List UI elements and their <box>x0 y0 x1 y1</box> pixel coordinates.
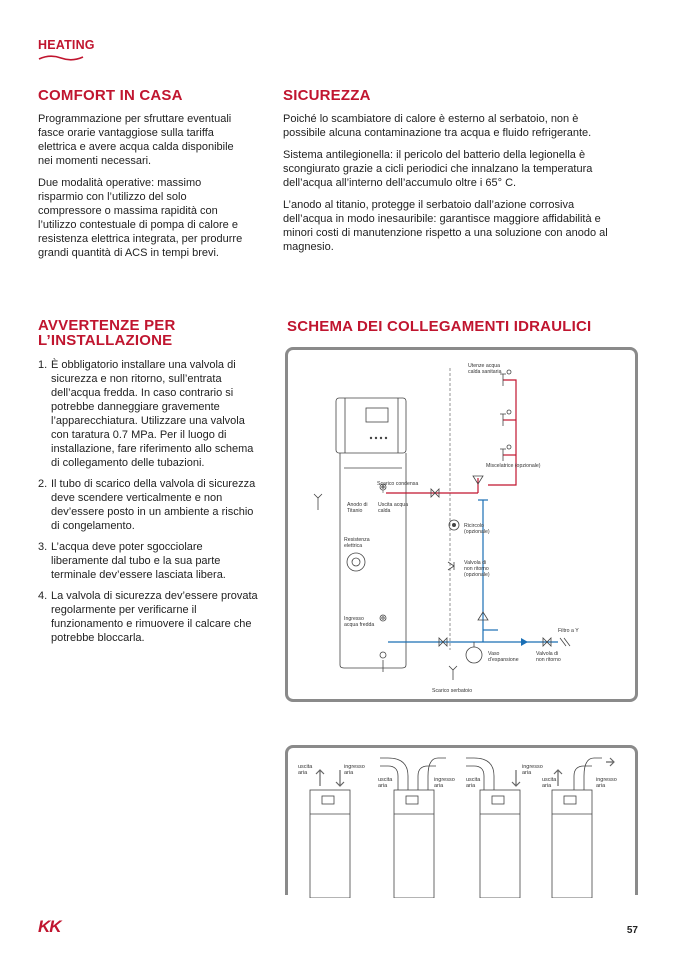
label-uscita-aria: aria <box>542 783 552 789</box>
label-uscita-aria: uscita <box>378 777 393 783</box>
label-ingresso-fredda: acqua fredda <box>344 622 375 628</box>
unit-config-1 <box>310 790 350 898</box>
label-valvola-non-ritorno: non ritorno <box>464 566 489 572</box>
label-ingresso-aria: ingresso <box>522 764 543 770</box>
label-ingresso-aria: ingresso <box>596 777 617 783</box>
airflow-diagram <box>288 748 635 898</box>
avvertenze-title <box>38 318 176 348</box>
expansion-vessel-icon <box>466 647 482 663</box>
unit-top <box>336 398 406 453</box>
air-in-arrow-icon <box>512 770 520 786</box>
label-ingresso-aria: aria <box>434 783 444 789</box>
label-uscita-aria: aria <box>466 783 476 789</box>
label-filtro: Filtro a Y <box>558 628 579 634</box>
list-number: 1. <box>38 359 48 371</box>
avvertenze-title-line: AVVERTENZE PER <box>38 317 176 334</box>
label-resistenza: Resistenza <box>344 537 370 543</box>
schema-title: SCHEMA DEI COLLEGAMENTI IDRAULICI <box>287 318 592 335</box>
sicurezza-paragraph: Sistema antilegionella: il pericolo del batterio della legionella è scongiurato grazie a cicli periodici che innalzano la temperatura dell’acqua all’interno dell’accumulo oltre i 65° C. <box>283 149 593 189</box>
tap-icon <box>500 370 511 461</box>
avvertenze-list <box>38 358 260 652</box>
sicurezza-paragraph: Poiché lo scambiatore di calore è esterno al serbatoio, non è possibile alcuna contaminazione tra acqua e fluido refrigerante. <box>283 113 592 139</box>
unit-config-2 <box>394 790 434 898</box>
list-number: 4. <box>38 590 48 602</box>
label-ingresso-aria: ingresso <box>434 777 455 783</box>
control-panel-icon <box>366 408 388 422</box>
list-text: L’acqua deve poter sgocciolare liberamente dal tubo e la sua parte terminale dev’essere lasciata libera. <box>51 541 226 581</box>
hydraulic-diagram-frame <box>285 347 638 702</box>
label-uscita-aria: uscita <box>542 777 557 783</box>
label-valvola-b: non ritorno <box>536 657 561 663</box>
list-item <box>38 589 260 645</box>
label-vaso: Vaso <box>488 651 500 657</box>
list-text: La valvola di sicurezza dev’essere provata regolarmente per verificarne il funzionamento e rimuovere il calcare che potrebbe bloccarla. <box>51 590 258 644</box>
avvertenze-title-line: L’INSTALLAZIONE <box>38 332 173 349</box>
label-ingresso-aria: ingresso <box>344 764 365 770</box>
label-uscita-aria: aria <box>378 783 388 789</box>
sicurezza-text <box>283 112 613 262</box>
airflow-diagram-frame <box>285 745 638 895</box>
comfort-title: COMFORT IN CASA <box>38 87 183 104</box>
label-valvola-non-ritorno: (opzionale) <box>464 572 490 578</box>
hydraulic-diagram <box>288 350 635 699</box>
comfort-text <box>38 112 243 268</box>
section-tag: HEATING <box>38 38 95 52</box>
list-number: 3. <box>38 541 48 553</box>
list-number: 2. <box>38 478 48 490</box>
list-item <box>38 540 260 582</box>
label-valvola-b: Valvola di <box>536 651 559 657</box>
label-anodo: Titanio <box>347 508 363 514</box>
label-utenze: Utenze acqua <box>468 363 501 369</box>
list-text: È obbligatorio installare una valvola di sicurezza e non ritorno, sull’entrata dell’acqua fredda. In caso contrario si potrebbe danneggiare gravemente l’apparecchiatura. Utilizzare una valvola con taratura 0.7 MPa. Per il luogo di installazione, fare riferimento allo schema di collegamento delle tubazioni. <box>51 359 254 469</box>
sicurezza-paragraph: L’anodo al titanio, protegge il serbatoio dall’azione corrosiva dell’acqua in modo inesauribile: garantisce maggiore affidabilità e minori costi di manutenzione rispetto a una soluzione con anodo al magnesio. <box>283 199 608 253</box>
label-anodo: Anodo di <box>347 502 368 508</box>
unit-config-3 <box>480 790 520 898</box>
label-valvola-non-ritorno: Valvola di <box>464 560 487 566</box>
list-text: Il tubo di scarico della valvola di sicurezza deve scendere verticalmente e non dev’essere posto in un ambiente a rischio di congelamento. <box>51 478 256 532</box>
list-item <box>38 477 260 533</box>
label-ingresso-fredda: Ingresso <box>344 616 364 622</box>
label-ricircolo: (opzionale) <box>464 529 490 535</box>
label-ingresso-aria: aria <box>522 770 532 776</box>
comfort-paragraph: Due modalità operative: massimo risparmio con l’utilizzo del solo compressore o massima rapidità con l’utilizzo contestuale di pompa di calore e resistenza elettrica integrata, per produrre grandi quantità di ACS in tempi brevi. <box>38 177 243 259</box>
label-ricircolo: Ricircolo <box>464 523 484 529</box>
air-out-arrow-icon <box>316 770 324 786</box>
page-number: 57 <box>626 925 638 936</box>
label-uscita-aria: uscita <box>298 764 313 770</box>
sicurezza-title: SICUREZZA <box>283 87 371 104</box>
air-in-arrow-icon <box>336 770 344 786</box>
label-ingresso-aria: aria <box>344 770 354 776</box>
label-scarico-serbatoio: Scarico serbatoio <box>432 688 473 694</box>
list-item <box>38 358 260 470</box>
unit-config-4 <box>552 790 592 898</box>
brand-logo: KK <box>38 917 61 936</box>
heating-element-icon <box>347 553 365 571</box>
label-resistenza: elettrica <box>344 543 363 549</box>
label-uscita-calda: calda <box>378 508 391 514</box>
label-utenze: calda sanitaria <box>468 369 502 375</box>
label-miscelatrice: Miscelatrice (opzionale) <box>486 463 541 469</box>
label-uscita-aria: aria <box>298 770 308 776</box>
label-scarico-condensa: Scarico condensa <box>377 481 419 487</box>
comfort-paragraph: Programmazione per sfruttare eventuali fasce orarie vantaggiose sulla tariffa elettrica e avere acqua calda disponibile nei momenti necessari. <box>38 113 234 167</box>
section-tag-underline <box>38 54 84 62</box>
label-vaso: d’espansione <box>488 657 519 663</box>
air-out-arrow-icon <box>606 758 614 766</box>
label-uscita-calda: Uscita acqua <box>378 502 408 508</box>
label-uscita-aria: uscita <box>466 777 481 783</box>
label-ingresso-aria: aria <box>596 783 606 789</box>
flow-arrow-icon <box>521 638 528 646</box>
